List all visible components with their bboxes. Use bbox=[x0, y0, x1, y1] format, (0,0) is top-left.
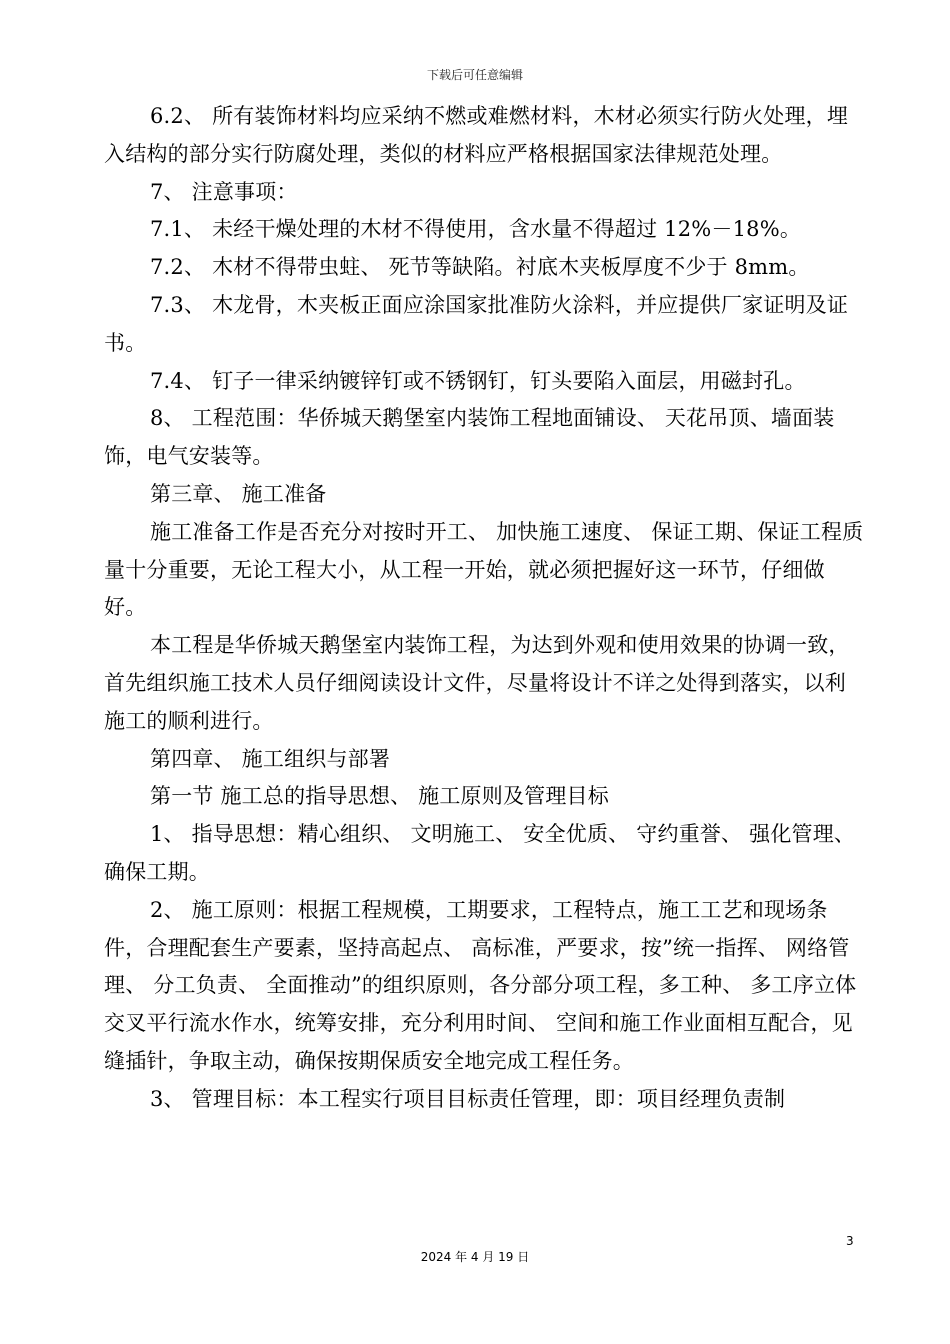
section-heading: 第一节 施工总的指导思想、 施工原则及管理目标 bbox=[150, 784, 609, 809]
paragraph: 施工准备工作是否充分对按时开工、 加快施工速度、 保证工期、保证工程质量十分重要，无论工程大小，从工程一开始，就必须把握好这一环节，仔细做好。 bbox=[104, 519, 864, 620]
paragraph: 8、 工程范围：华侨城天鹅堡室内装饰工程地面铺设、 天花吊顶、墙面装饰，电气安装等。 bbox=[104, 406, 835, 469]
paragraph: 7.4、 钉子一律采纳镀锌钉或不锈钢钉，钉头要陷入面层，用磁封孔。 bbox=[150, 368, 806, 393]
paragraph: 7.3、 木龙骨，木夹板正面应涂国家批准防火涂料，并应提供厂家证明及证书。 bbox=[104, 292, 849, 355]
paragraph: 2、 施工原则：根据工程规模，工期要求，工程特点，施工工艺和现场条件，合理配套生产要素，坚持高起点、 高标准，严要求，按”统一指挥、 网络管理、 分工负责、 全面推动”的组织原则，各分部分项工程，多工种、 多工序立体交叉平行流水作水，统筹安排，充分利用时间、 空间和施工作业面相互配合，见缝插针，争取主动，确保按期保质安全地完成工程任务。 bbox=[104, 897, 857, 1073]
body-text bbox=[104, 98, 864, 1119]
page-header: 下载后可任意编辑 bbox=[426, 68, 523, 82]
paragraph: 3、 管理目标：本工程实行项目目标责任管理，即：项目经理负责制 bbox=[150, 1086, 786, 1111]
paragraph: 7.1、 未经干燥处理的木材不得使用，含水量不得超过 12%－18%。 bbox=[150, 217, 802, 242]
paragraph: 1、 指导思想：精心组织、 文明施工、 安全优质、 守约重誉、 强化管理、 确保工期。 bbox=[104, 822, 856, 884]
chapter-heading: 第四章、 施工组织与部署 bbox=[150, 746, 391, 771]
paragraph: 7、 注意事项： bbox=[150, 179, 298, 204]
chapter-heading: 第三章、 施工准备 bbox=[150, 481, 327, 506]
page-number: 3 bbox=[846, 1234, 854, 1248]
paragraph: 6.2、 所有装饰材料均应采纳不燃或难燃材料，木材必须实行防火处理，埋入结构的部分实行防腐处理，类似的材料应严格根据国家法律规范处理。 bbox=[104, 104, 849, 166]
footer-date: 2024 年 4 月 19 日 bbox=[420, 1250, 530, 1264]
paragraph: 7.2、 木材不得带虫蛀、 死节等缺陷。衬底木夹板厚度不少于 8mm。 bbox=[150, 255, 810, 280]
paragraph: 本工程是华侨城天鹅堡室内装饰工程，为达到外观和使用效果的协调一致，首先组织施工技术人员仔细阅读设计文件，尽量将设计不详之处得到落实，以利施工的顺利进行。 bbox=[104, 633, 850, 733]
